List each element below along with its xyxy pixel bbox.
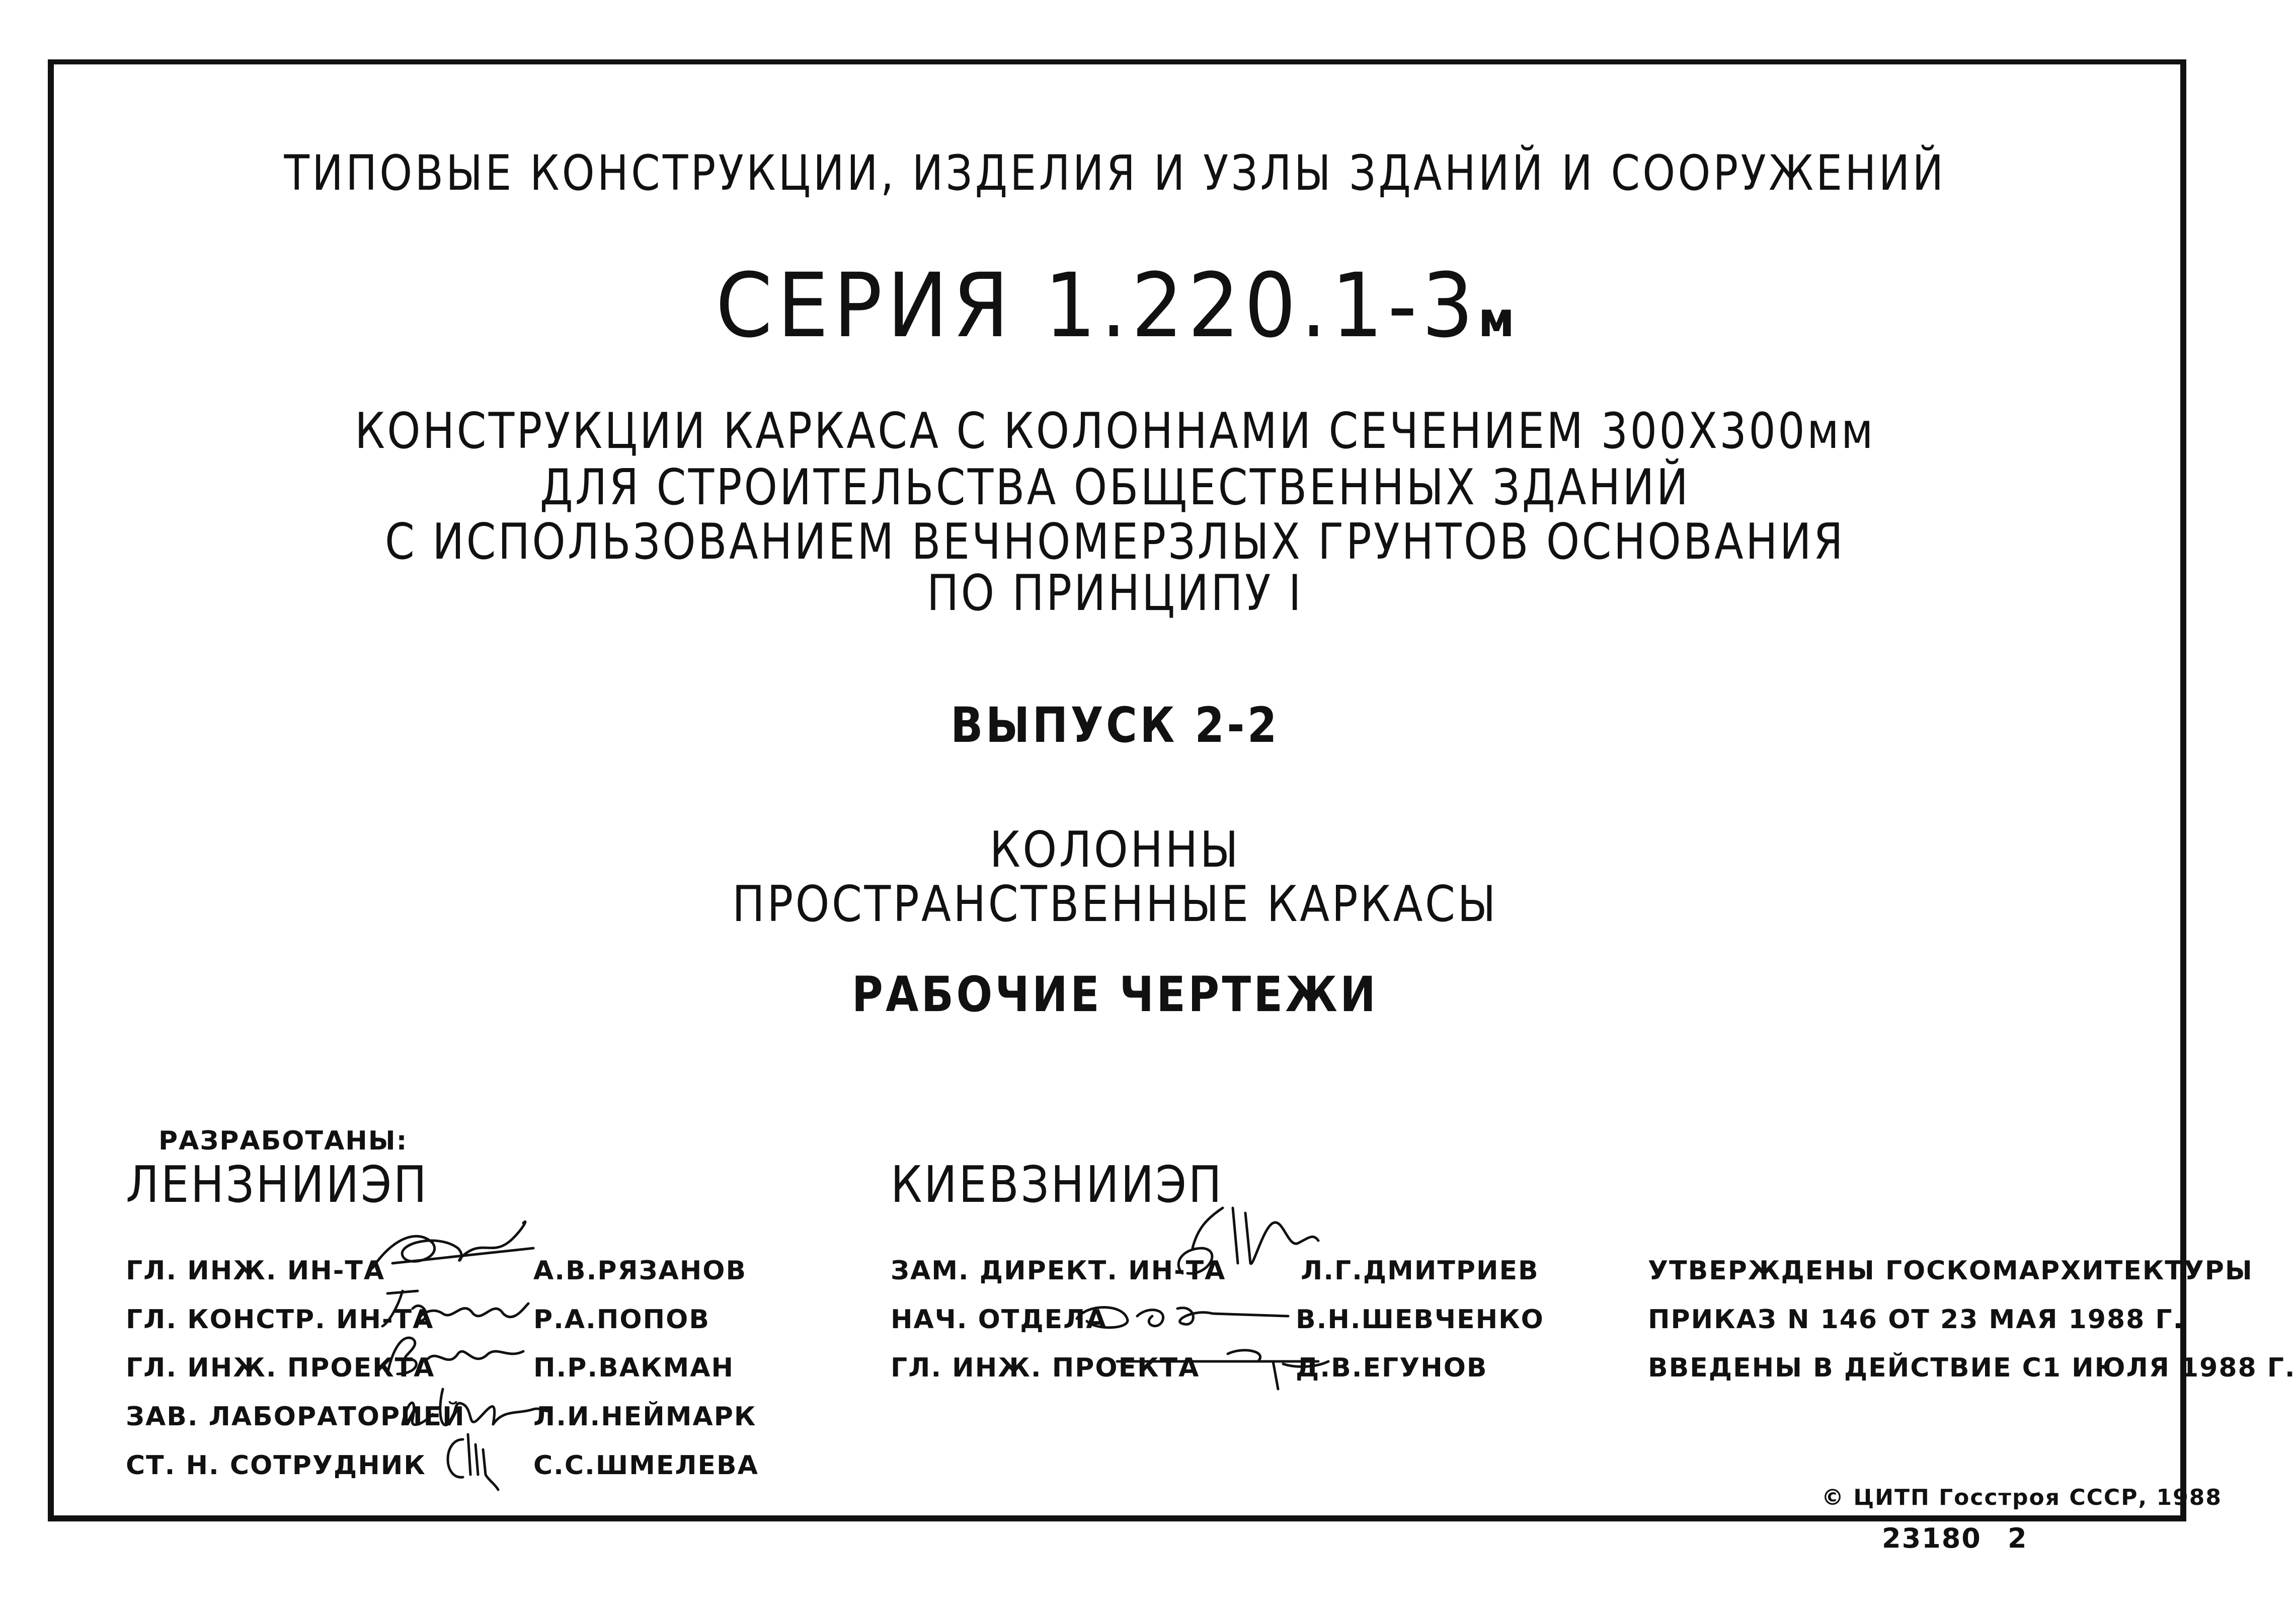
signature-ryazanov	[362, 1208, 543, 1283]
middle-person-3: Д.В.ЕГУНОВ	[1296, 1353, 1488, 1383]
page-number: 2	[2008, 1522, 2028, 1554]
content-line-2: ПРОСТРАНСТВЕННЫЕ КАРКАСЫ	[732, 876, 1498, 933]
left-person-1: А.В.РЯЗАНОВ	[533, 1256, 747, 1286]
signature-shevchenko	[1067, 1288, 1308, 1339]
document-type: РАБОЧИЕ ЧЕРТЕЖИ	[851, 966, 1379, 1023]
content-line-1: КОЛОННЫ	[989, 821, 1241, 879]
approval-line-3: ВВЕДЕНЫ В ДЕЙСТВИЕ С1 ИЮЛЯ 1988 Г.	[1648, 1353, 2296, 1383]
left-position-1: ГЛ. ИНЖ. ИН-ТА	[126, 1256, 385, 1286]
left-person-5: С.С.ШМЕЛЕВА	[533, 1450, 759, 1481]
header-title: ТИПОВЫЕ КОНСТРУКЦИИ, ИЗДЕЛИЯ И УЗЛЫ ЗДАНИЙ И СООРУЖЕНИЙ	[284, 145, 1946, 201]
left-position-3: ГЛ. ИНЖ. ПРОЕКТА	[126, 1353, 435, 1383]
signature-vakman	[377, 1324, 528, 1384]
signature-dmitriev	[1162, 1188, 1323, 1288]
approval-line-1: УТВЕРЖДЕНЫ ГОСКОМАРХИТЕКТУРЫ	[1648, 1256, 2253, 1286]
middle-position-2: НАЧ. ОТДЕЛА	[891, 1305, 1107, 1335]
document-number: 23180	[1882, 1522, 1982, 1554]
subtitle-line-3: С ИСПОЛЬЗОВАНИЕМ ВЕЧНОМЕРЗЛЫХ ГРУНТОВ ОСНОВАНИЯ	[385, 513, 1845, 571]
left-person-2: Р.А.ПОПОВ	[533, 1305, 710, 1335]
left-position-5: СТ. Н. СОТРУДНИК	[126, 1450, 426, 1481]
signature-shmeleva	[433, 1424, 508, 1495]
left-person-4: Л.И.НЕЙМАРК	[533, 1402, 757, 1432]
subtitle-line-2: ДЛЯ СТРОИТЕЛЬСТВА ОБЩЕСТВЕННЫХ ЗДАНИЙ	[539, 459, 1691, 516]
series-label: СЕРИЯ 1.220.1-3	[716, 254, 1478, 357]
middle-person-2: В.Н.ШЕВЧЕНКО	[1296, 1305, 1544, 1335]
series-suffix: м	[1478, 291, 1515, 348]
middle-position-1: ЗАМ. ДИРЕКТ. ИН-ТА	[891, 1256, 1226, 1286]
approval-line-2: ПРИКАЗ N 146 ОТ 23 МАЯ 1988 Г.	[1648, 1305, 2184, 1335]
issue-number: ВЫПУСК 2-2	[951, 697, 1280, 753]
developed-by-label: РАЗРАБОТАНЫ:	[159, 1126, 408, 1156]
middle-position-3: ГЛ. ИНЖ. ПРОЕКТА	[891, 1353, 1200, 1383]
subtitle-line-4: ПО ПРИНЦИПУ I	[927, 565, 1303, 622]
subtitle-line-1: КОНСТРУКЦИИ КАРКАСА С КОЛОННАМИ СЕЧЕНИЕМ 300Х300мм	[355, 403, 1875, 460]
left-person-3: П.Р.ВАКМАН	[533, 1353, 735, 1383]
org-left-name: ЛЕНЗНИИЭП	[126, 1155, 429, 1214]
org-middle-name: КИЕВЗНИИЭП	[891, 1155, 1224, 1214]
series-title	[89, 254, 2141, 357]
left-position-4: ЗАВ. ЛАБОРАТОРИЕЙ	[126, 1402, 465, 1432]
left-position-2: ГЛ. КОНСТР. ИН-ТА	[126, 1305, 434, 1335]
signature-egunov	[1107, 1334, 1318, 1394]
copyright: © ЦИТП Госстроя СССР, 1988	[1822, 1485, 2222, 1510]
middle-person-1: Л.Г.ДМИТРИЕВ	[1301, 1256, 1539, 1286]
